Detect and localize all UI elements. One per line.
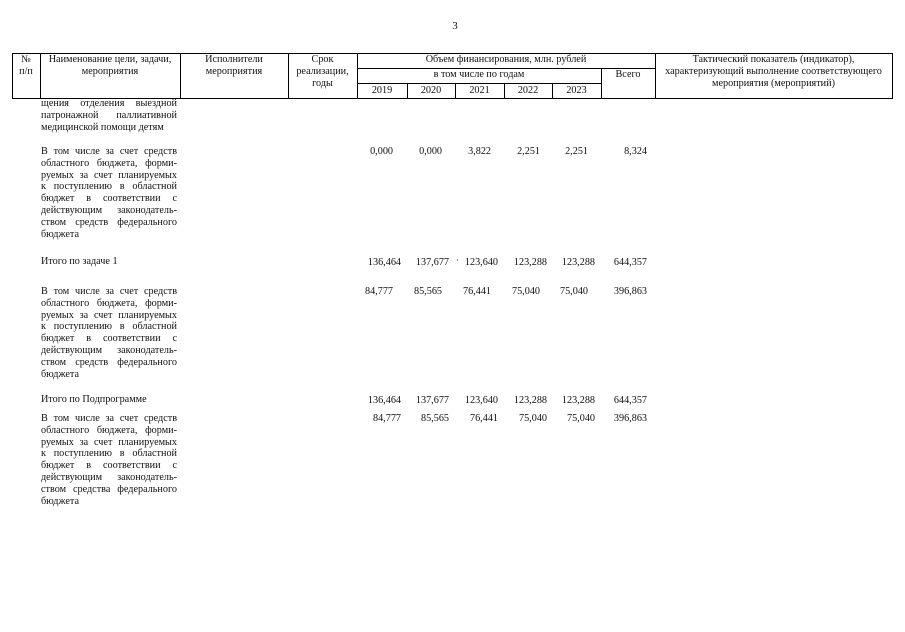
value-2021: 123,640 <box>464 257 498 268</box>
value-total: 8,324 <box>624 146 647 157</box>
row-text-line: действующим законодатель- <box>41 204 177 216</box>
table-row <box>41 413 177 507</box>
value-2021: 123,640 <box>464 395 498 406</box>
table-row <box>41 394 177 406</box>
row-text-line: бюджета <box>41 368 79 380</box>
table-row <box>41 256 177 268</box>
value-2020: 85,565 <box>413 286 442 297</box>
table-row <box>41 98 177 133</box>
row-text-line: ством средства федерального <box>41 483 177 495</box>
header-year-2019: 2019 <box>371 85 393 96</box>
value-total: 644,357 <box>613 395 647 406</box>
row-text-line: Итого по задаче 1 <box>41 256 118 267</box>
value-2023: 75,040 <box>566 413 595 424</box>
header-year-2020: 2020 <box>420 85 442 96</box>
row-text-line: бюджет в соответствии с <box>41 333 177 345</box>
header-col-num: № п/п <box>19 54 33 77</box>
header-year-2022: 2022 <box>517 85 539 96</box>
row-text-line: бюджета <box>41 495 79 507</box>
header-col-executors: Исполнители мероприятия <box>205 54 263 77</box>
header-col-financing-sub: в том числе по годам <box>433 69 525 80</box>
value-2020: 137,677 <box>415 257 449 268</box>
row-text-line: Итого по Подпрограмме <box>41 394 147 405</box>
value-total: 644,357 <box>613 257 647 268</box>
table-header <box>12 53 893 99</box>
value-2022: 75,040 <box>511 286 540 297</box>
row-text-line: В том числе за счет средств <box>41 413 177 424</box>
value-2019: 84,777 <box>364 286 393 297</box>
value-total: 396,863 <box>613 286 647 297</box>
row-text-line: действующим законодатель- <box>41 344 177 356</box>
value-2020: 137,677 <box>415 395 449 406</box>
row-text-line: действующим законодатель- <box>41 471 177 483</box>
row-text-line: бюджет в соответствии с <box>41 193 177 205</box>
table-row <box>41 286 177 380</box>
row-text-line: медицинской помощи детям <box>41 121 164 133</box>
row-text-line: бюджета <box>41 228 79 240</box>
value-2020: 85,565 <box>420 413 449 424</box>
row-text-line: ством средств федерального <box>41 216 177 228</box>
row-text-line: руемых за счет планируемых <box>41 309 177 321</box>
value-2022: 2,251 <box>517 146 540 157</box>
value-2021: 76,441 <box>469 413 498 424</box>
row-text-line: В том числе за счет средств <box>41 146 177 157</box>
value-2019: 136,464 <box>367 257 401 268</box>
header-col-name: Наименование цели, задачи, мероприятия <box>48 54 172 77</box>
row-text-line: к поступлению в областной <box>41 448 177 460</box>
value-2020: 0,000 <box>419 146 442 157</box>
value-2023: 123,288 <box>561 257 595 268</box>
value-2019: 136,464 <box>367 395 401 406</box>
row-text-line: ством средств федерального <box>41 356 177 368</box>
header-col-total: Всего <box>615 69 641 80</box>
page-number: 3 <box>452 20 458 32</box>
header-year-2021: 2021 <box>469 85 490 96</box>
row-text-line: щения отделения выездной <box>41 98 177 109</box>
value-2023: 123,288 <box>561 395 595 406</box>
row-text-line: к поступлению в областной <box>41 321 177 333</box>
row-text-line: бюджет в соответствии с <box>41 460 177 472</box>
value-total: 396,863 <box>613 413 647 424</box>
value-2023: 2,251 <box>565 146 588 157</box>
row-text-line: руемых за счет планируемых <box>41 436 177 448</box>
row-text-line: областного бюджета, форми- <box>41 424 177 436</box>
row-text-line: областного бюджета, форми- <box>41 157 177 169</box>
header-year-2023: 2023 <box>566 85 587 96</box>
value-2023: 75,040 <box>559 286 588 297</box>
value-2022: 123,288 <box>513 257 547 268</box>
value-2022: 123,288 <box>513 395 547 406</box>
row-text-line: к поступлению в областной <box>41 181 177 193</box>
header-col-financing: Объем финансирования, млн. рублей <box>425 54 587 65</box>
header-col-term: Срок реализации, годы <box>296 54 349 89</box>
header-col-indicator: Тактический показатель (индикатор), характеризующий выполнение соответствующего мероприятия (мероприятий) <box>665 54 882 89</box>
row-text-line: областного бюджета, форми- <box>41 297 177 309</box>
value-2021: 3,822 <box>468 146 491 157</box>
value-2019: 84,777 <box>372 413 401 424</box>
value-2019: 0,000 <box>370 146 393 157</box>
row-text-line: руемых за счет планируемых <box>41 169 177 181</box>
row-text-line: В том числе за счет средств <box>41 286 177 297</box>
table-row <box>41 146 177 240</box>
scan-mark: · <box>456 255 459 265</box>
value-2022: 75,040 <box>518 413 547 424</box>
row-text-line: патронажной паллиативной <box>41 109 177 121</box>
value-2021: 76,441 <box>462 286 491 297</box>
